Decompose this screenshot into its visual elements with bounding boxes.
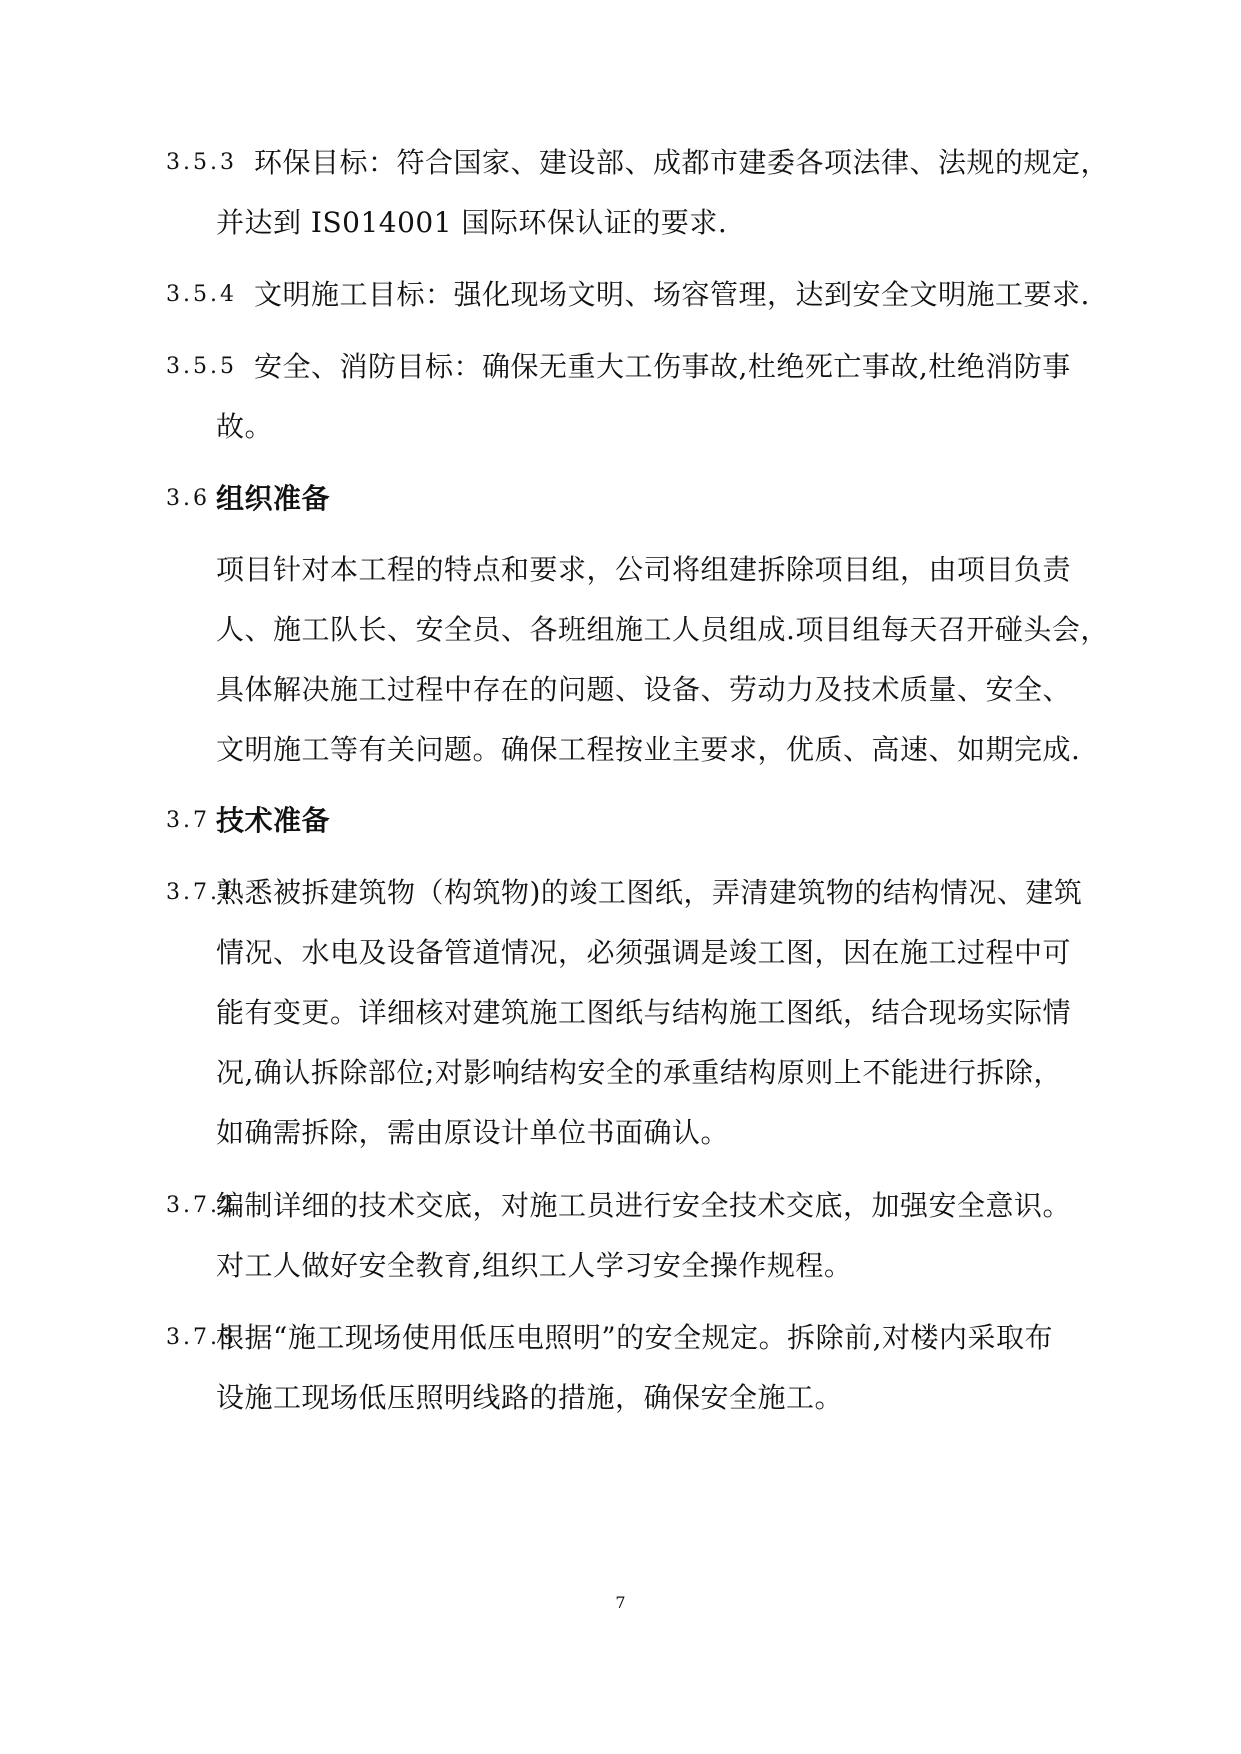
organization-paragraph-line-1: 项目针对本工程的特点和要求，公司将组建拆除项目组，由项目负责	[216, 553, 1072, 586]
section-heading-organization: 组织准备	[216, 482, 331, 515]
section-number-3-5-4: 3.5.4	[166, 282, 237, 307]
section-3-7-2-line-1: 编制详细的技术交底，对施工员进行安全技术交底，加强安全意识。	[216, 1189, 1072, 1222]
organization-paragraph-line-4: 文明施工等有关问题。确保工程按业主要求，优质、高速、如期完成.	[216, 733, 1081, 766]
section-number-3-6: 3.6	[166, 486, 210, 511]
section-3-5-4-line-1: 文明施工目标：强化现场文明、场容管理，达到安全文明施工要求.	[254, 278, 1090, 311]
section-3-5-3-line-2: 并达到 IS014001 国际环保认证的要求.	[216, 206, 728, 239]
section-3-7-3-line-1: 根据“施工现场使用低压电照明”的安全规定。拆除前,对楼内采取布	[216, 1321, 1054, 1354]
section-3-7-1-line-5: 如确需拆除，需由原设计单位书面确认。	[216, 1116, 730, 1149]
organization-paragraph-line-2: 人、施工队长、安全员、各班组施工人员组成.项目组每天召开碰头会，	[216, 613, 1109, 646]
section-heading-technical: 技术准备	[216, 804, 331, 837]
section-3-5-5-line-2: 故。	[216, 410, 274, 443]
section-number-3-7: 3.7	[166, 808, 210, 833]
section-3-7-2-line-2: 对工人做好安全教育,组织工人学习安全操作规程。	[216, 1249, 853, 1282]
section-3-7-1-line-4: 况,确认拆除部位;对影响结构安全的承重结构原则上不能进行拆除，	[216, 1056, 1062, 1089]
section-number-3-5-3: 3.5.3	[166, 150, 237, 175]
section-number-3-5-5: 3.5.5	[166, 354, 237, 379]
section-3-7-3-line-2: 设施工现场低压照明线路的措施，确保安全施工。	[216, 1381, 844, 1414]
organization-paragraph-line-3: 具体解决施工过程中存在的问题、设备、劳动力及技术质量、安全、	[216, 673, 1072, 706]
section-3-5-3-line-1: 环保目标：符合国家、建设部、成都市建委各项法律、法规的规定，	[254, 146, 1110, 179]
page-number: 7	[615, 1593, 626, 1612]
section-3-5-5-line-1: 安全、消防目标：确保无重大工伤事故,杜绝死亡事故,杜绝消防事	[254, 350, 1071, 383]
section-number-3-7-2: 3.7.2	[166, 1193, 237, 1218]
section-3-7-1-line-3: 能有变更。详细核对建筑施工图纸与结构施工图纸，结合现场实际情	[216, 996, 1072, 1029]
section-number-3-7-1: 3.7.1	[166, 880, 237, 905]
section-3-7-1-line-2: 情况、水电及设备管道情况，必须强调是竣工图，因在施工过程中可	[216, 936, 1072, 969]
section-number-3-7-3: 3.7.3	[166, 1325, 237, 1350]
section-3-7-1-line-1: 熟悉被拆建筑物（构筑物)的竣工图纸，弄清建筑物的结构情况、建筑	[216, 876, 1083, 909]
